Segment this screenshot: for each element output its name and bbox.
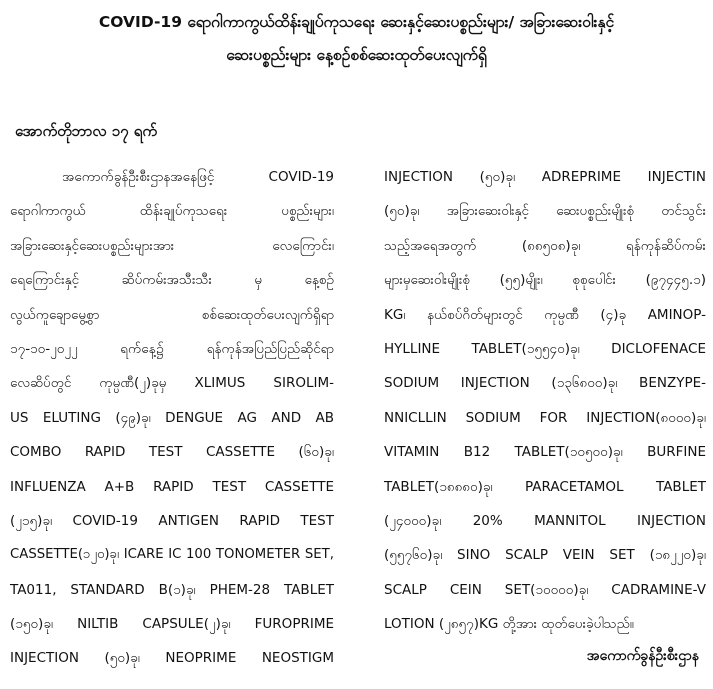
body-line: TA011, STANDARD B(၁)ခု၊ PHEM-28 TABLET — [10, 581, 334, 598]
body-line: (၂၁၅)ခု၊ COVID-19 ANTIGEN RAPID TEST — [10, 512, 334, 529]
body-line: INJECTION (၅၀)ခု၊ NEOPRIME NEOSTIGM — [10, 650, 334, 667]
headline-line-1: COVID-19 ရောဂါကာကွယ်ထိန်းချုပ်ကုသရေး ဆေးနှင့်ဆေးပစ္စည်းများ/ အခြားဆေးဝါးနှင့် — [98, 13, 615, 31]
body-line: NNICLLIN SODIUM FOR INJECTION(၈၀၀၀)ခု၊ — [384, 409, 706, 426]
body-line: US ELUTING (၄၉)ခု၊ DENGUE AG AND AB — [10, 409, 334, 426]
body-line: (၁၅၀)ခု၊ NILTIB CAPSULE(၂)ခု၊ FUROPRIME — [10, 616, 334, 633]
right-column — [384, 160, 706, 641]
body-line: သည့်အရေအတွက် (၈၈၅၀၈)ခု၊ ရန်ကုန်ဆိပ်ကမ်း — [384, 237, 706, 254]
body-line: လေဆိပ်တွင် ကုမ္ပဏီ(၂)ခုမှ XLIMUS SIROLIM- — [10, 375, 334, 392]
body-line: (၂၄၀၀၀)ခု၊ 20% MANNITOL INJECTION — [384, 512, 706, 529]
signature: အကောက်ခွန်ဦးစီးဌာန — [586, 648, 699, 664]
body-line: CASSETTE(၁၂၀)ခု၊ ICARE IC 100 TONOMETER SET, — [10, 547, 334, 563]
body-line: INJECTION (၅၀)ခု၊ ADREPRIME INJECTIN — [384, 169, 706, 185]
headline-line-2: ဆေးပစ္စည်းများ နေ့စဉ်စစ်ဆေးထုတ်ပေးလျက်ရှိ — [226, 46, 487, 64]
body-line: အခြားဆေးနှင့်ဆေးပစ္စည်းများအား လေကြောင်း၊ — [10, 237, 334, 254]
body-line: LOTION (၂၈၅၇)KG တို့အား ထုတ်ပေးခဲ့ပါသည်။ — [384, 616, 634, 633]
body-line: (၅၅၇၆၀)ခု၊ SINO SCALP VEIN SET (၁၈၂၂၀)ခု၊ — [384, 547, 706, 564]
left-column — [10, 160, 334, 676]
dateline: အောက်တိုဘာလ ၁၇ ရက် — [15, 122, 158, 140]
body-line: အကောက်ခွန်ဦးစီးဌာနအနေဖြင့် COVID-19 — [62, 169, 334, 185]
body-line: KG၊ နယ်စပ်ဂိတ်များတွင် ကုမ္ပဏီ (၄)ခု AMINOP- — [384, 306, 706, 323]
body-line: ရောဂါကာကွယ် ထိန်းချုပ်ကုသရေး ပစ္စည်းများ၊ — [10, 203, 334, 220]
body-line: SODIUM INJECTION (၁၃၆၈၀၀)ခု၊ BENZYPE- — [384, 375, 706, 392]
body-line: များမှဆေးဝါးမျိုးစုံ (၅၅)မျိုး၊ စုစုပေါင်း (၉၇၄၄၅.၁) — [384, 272, 706, 289]
body-line: COMBO RAPID TEST CASSETTE (၆၀)ခု၊ — [10, 444, 334, 461]
body-line: INFLUENZA A+B RAPID TEST CASSETTE — [10, 478, 334, 495]
body-line: လွယ်ကူချောမွေ့စွာ စစ်ဆေးထုတ်ပေးလျက်ရှိရာ — [10, 306, 334, 323]
body-line: VITAMIN B12 TABLET(၁၀၅၀၀)ခု၊ BURFINE — [384, 444, 706, 461]
body-line: TABLET(၁၈၈၈၀)ခု၊ PARACETAMOL TABLET — [384, 478, 706, 495]
body-line: SCALP CEIN SET(၁၀၀၀၀)ခု၊ CADRAMINE-V — [384, 581, 706, 598]
body-line: ၁၇-၁၀-၂၀၂၂ ရက်နေ့၌ ရန်ကုန်အပြည်ပြည်ဆိုင်ရာ — [10, 340, 334, 357]
body-line: ရေကြောင်းနှင့် ဆိပ်ကမ်းအသီးသီး မှ နေ့စဉ် — [10, 272, 334, 289]
body-line: (၅၀)ခု၊ အခြားဆေးဝါးနှင့် ဆေးပစ္စည်းမျိုးစုံ တင်သွင်း — [384, 203, 706, 220]
body-line: HYLLINE TABLET(၁၅၅၄၀)ခု၊ DICLOFENACE — [384, 340, 706, 357]
